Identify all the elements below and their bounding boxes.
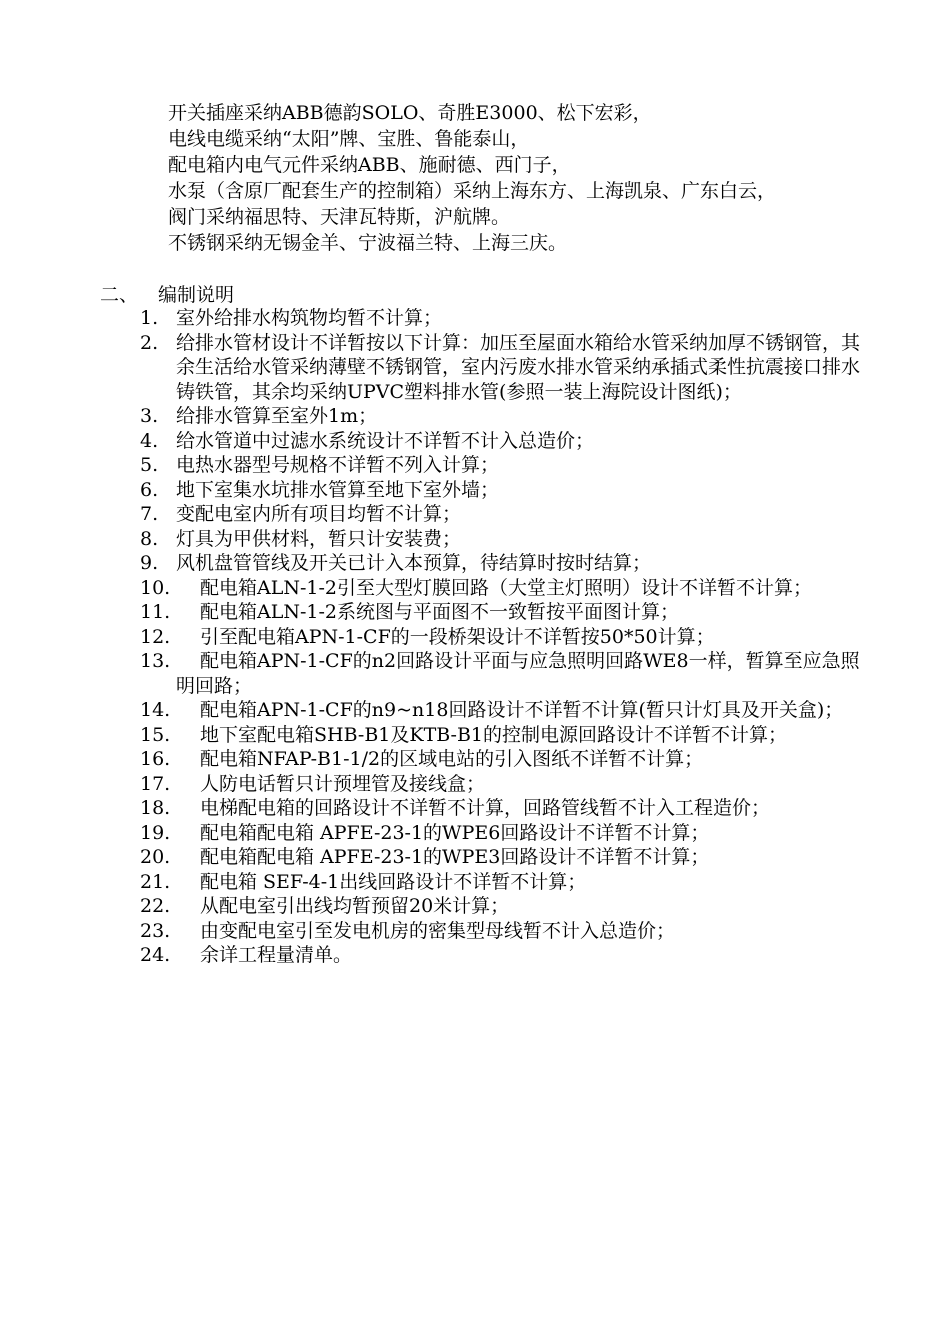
section-heading — [100, 282, 234, 308]
list-item-text: 给水管道中过滤水系统设计不详暂不计入总造价； — [176, 429, 595, 452]
list-item — [140, 649, 860, 698]
list-item — [140, 404, 860, 429]
section-title: 编制说明 — [158, 284, 235, 306]
list-item — [140, 429, 860, 454]
list-item — [140, 772, 860, 797]
list-item-number: 18. — [140, 797, 171, 819]
list-item — [140, 698, 860, 723]
list-item-text: 地下室配电箱SHB-B1及KTB-B1的控制电源回路设计不详暂不计算； — [200, 723, 788, 746]
list-item-number: 20. — [140, 846, 171, 868]
notes-list — [140, 306, 860, 968]
list-item-number: 22. — [140, 895, 171, 917]
list-item-number: 1. — [140, 307, 159, 329]
intro-line: 配电箱内电气元件采纳ABB、施耐德、西门子， — [168, 154, 571, 176]
list-item-text: 配电箱ALN-1-2引至大型灯膜回路（大堂主灯照明）设计不详暂不计算； — [200, 576, 812, 599]
list-item-text: 配电箱配电箱 APFE-23-1的WPE6回路设计不详暂不计算； — [200, 821, 710, 844]
list-item — [140, 551, 860, 576]
list-item-number: 16. — [140, 748, 171, 770]
intro-line: 电线电缆采纳“太阳”牌、宝胜、鲁能泰山， — [168, 128, 530, 150]
list-item-number: 24. — [140, 944, 171, 966]
list-item-text: 由变配电室引至发电机房的密集型母线暂不计入总造价； — [200, 919, 676, 942]
list-item-number: 8. — [140, 527, 159, 550]
list-item — [140, 625, 860, 650]
list-item-number: 15. — [140, 723, 171, 746]
list-item — [140, 306, 860, 331]
list-item — [140, 331, 860, 405]
equipment-brands-block — [168, 100, 858, 256]
section-number: 二、 — [100, 284, 139, 306]
list-item — [140, 870, 860, 895]
list-item-number: 3. — [140, 405, 159, 427]
list-item-number: 11. — [140, 601, 171, 623]
list-item — [140, 919, 860, 944]
list-item-number: 6. — [140, 478, 159, 501]
list-item-text: 给排水管算至室外1m； — [176, 405, 378, 427]
list-item-text: 风机盘管管线及开关已计入本预算，待结算时按时结算； — [176, 552, 652, 574]
list-item-number: 17. — [140, 772, 171, 795]
list-item-number: 19. — [140, 821, 171, 844]
list-item — [140, 821, 860, 846]
list-item — [140, 600, 860, 625]
list-item — [140, 527, 860, 552]
intro-line: 开关插座采纳ABB德韵SOLO、奇胜E3000、松下宏彩， — [168, 102, 652, 124]
list-item-text: 变配电室内所有项目均暂不计算； — [176, 503, 462, 525]
list-item-text: 配电箱APN-1-CF的n9~n18回路设计不详暂不计算(暂只计灯具及开关盒)； — [200, 699, 844, 721]
list-item-text: 电梯配电箱的回路设计不详暂不计算，回路管线暂不计入工程造价； — [200, 797, 771, 819]
list-item — [140, 453, 860, 478]
list-item-text: 室外给排水构筑物均暂不计算； — [176, 307, 443, 329]
list-item-number: 5. — [140, 454, 159, 476]
list-item-number: 12. — [140, 625, 171, 648]
list-item-text: 配电箱APN-1-CF的n2回路设计平面与应急照明回路WE8一样，暂算至应急照明回路； — [176, 650, 860, 697]
intro-line: 阀门采纳福思特、天津瓦特斯，沪航牌。 — [168, 206, 511, 228]
list-item-number: 23. — [140, 919, 171, 942]
list-item-text: 余详工程量清单。 — [200, 944, 353, 966]
list-item-number: 13. — [140, 650, 171, 672]
list-item-number: 7. — [140, 503, 159, 525]
list-item-number: 21. — [140, 870, 171, 893]
list-item — [140, 747, 860, 772]
list-item-text: 人防电话暂只计预埋管及接线盒； — [200, 772, 486, 795]
list-item — [140, 478, 860, 503]
intro-line: 不锈钢采纳无锡金羊、宁波福兰特、上海三庆。 — [168, 232, 568, 254]
list-item — [140, 796, 860, 821]
intro-line: 水泵（含原厂配套生产的控制箱）采纳上海东方、上海凯泉、广东白云， — [168, 180, 777, 202]
list-item-text: 配电箱ALN-1-2系统图与平面图不一致暂按平面图计算； — [200, 601, 679, 623]
list-item-text: 配电箱配电箱 APFE-23-1的WPE3回路设计不详暂不计算； — [200, 846, 710, 868]
list-item-number: 4. — [140, 429, 159, 452]
list-item-text: 电热水器型号规格不详暂不列入计算； — [176, 454, 500, 476]
list-item-text: 从配电室引出线均暂预留20米计算； — [200, 895, 510, 917]
list-item-number: 2. — [140, 331, 159, 354]
list-item-number: 14. — [140, 699, 171, 721]
list-item-number: 9. — [140, 552, 159, 574]
list-item-text: 灯具为甲供材料，暂只计安装费； — [176, 527, 462, 550]
list-item-text: 地下室集水坑排水管算至地下室外墙； — [176, 478, 500, 501]
list-item-text: 配电箱NFAP-B1-1/2的区域电站的引入图纸不详暂不计算； — [200, 748, 704, 770]
list-item — [140, 576, 860, 601]
list-item-text: 配电箱 SEF-4-1出线回路设计不详暂不计算； — [200, 870, 587, 893]
list-item — [140, 845, 860, 870]
list-item — [140, 943, 860, 968]
list-item — [140, 723, 860, 748]
list-item-text: 引至配电箱APN-1-CF的一段桥架设计不详暂按50*50计算； — [200, 625, 715, 648]
list-item — [140, 894, 860, 919]
list-item-text: 给排水管材设计不详暂按以下计算：加压至屋面水箱给水管采纳加厚不锈钢管，其余生活给水管采纳薄壁不锈钢管，室内污废水排水管采纳承插式柔性抗震接口排水铸铁管，其余均采纳UPVC塑料排水管(参照一装上海院设计图纸)； — [176, 331, 861, 403]
list-item — [140, 502, 860, 527]
list-item-number: 10. — [140, 576, 171, 599]
